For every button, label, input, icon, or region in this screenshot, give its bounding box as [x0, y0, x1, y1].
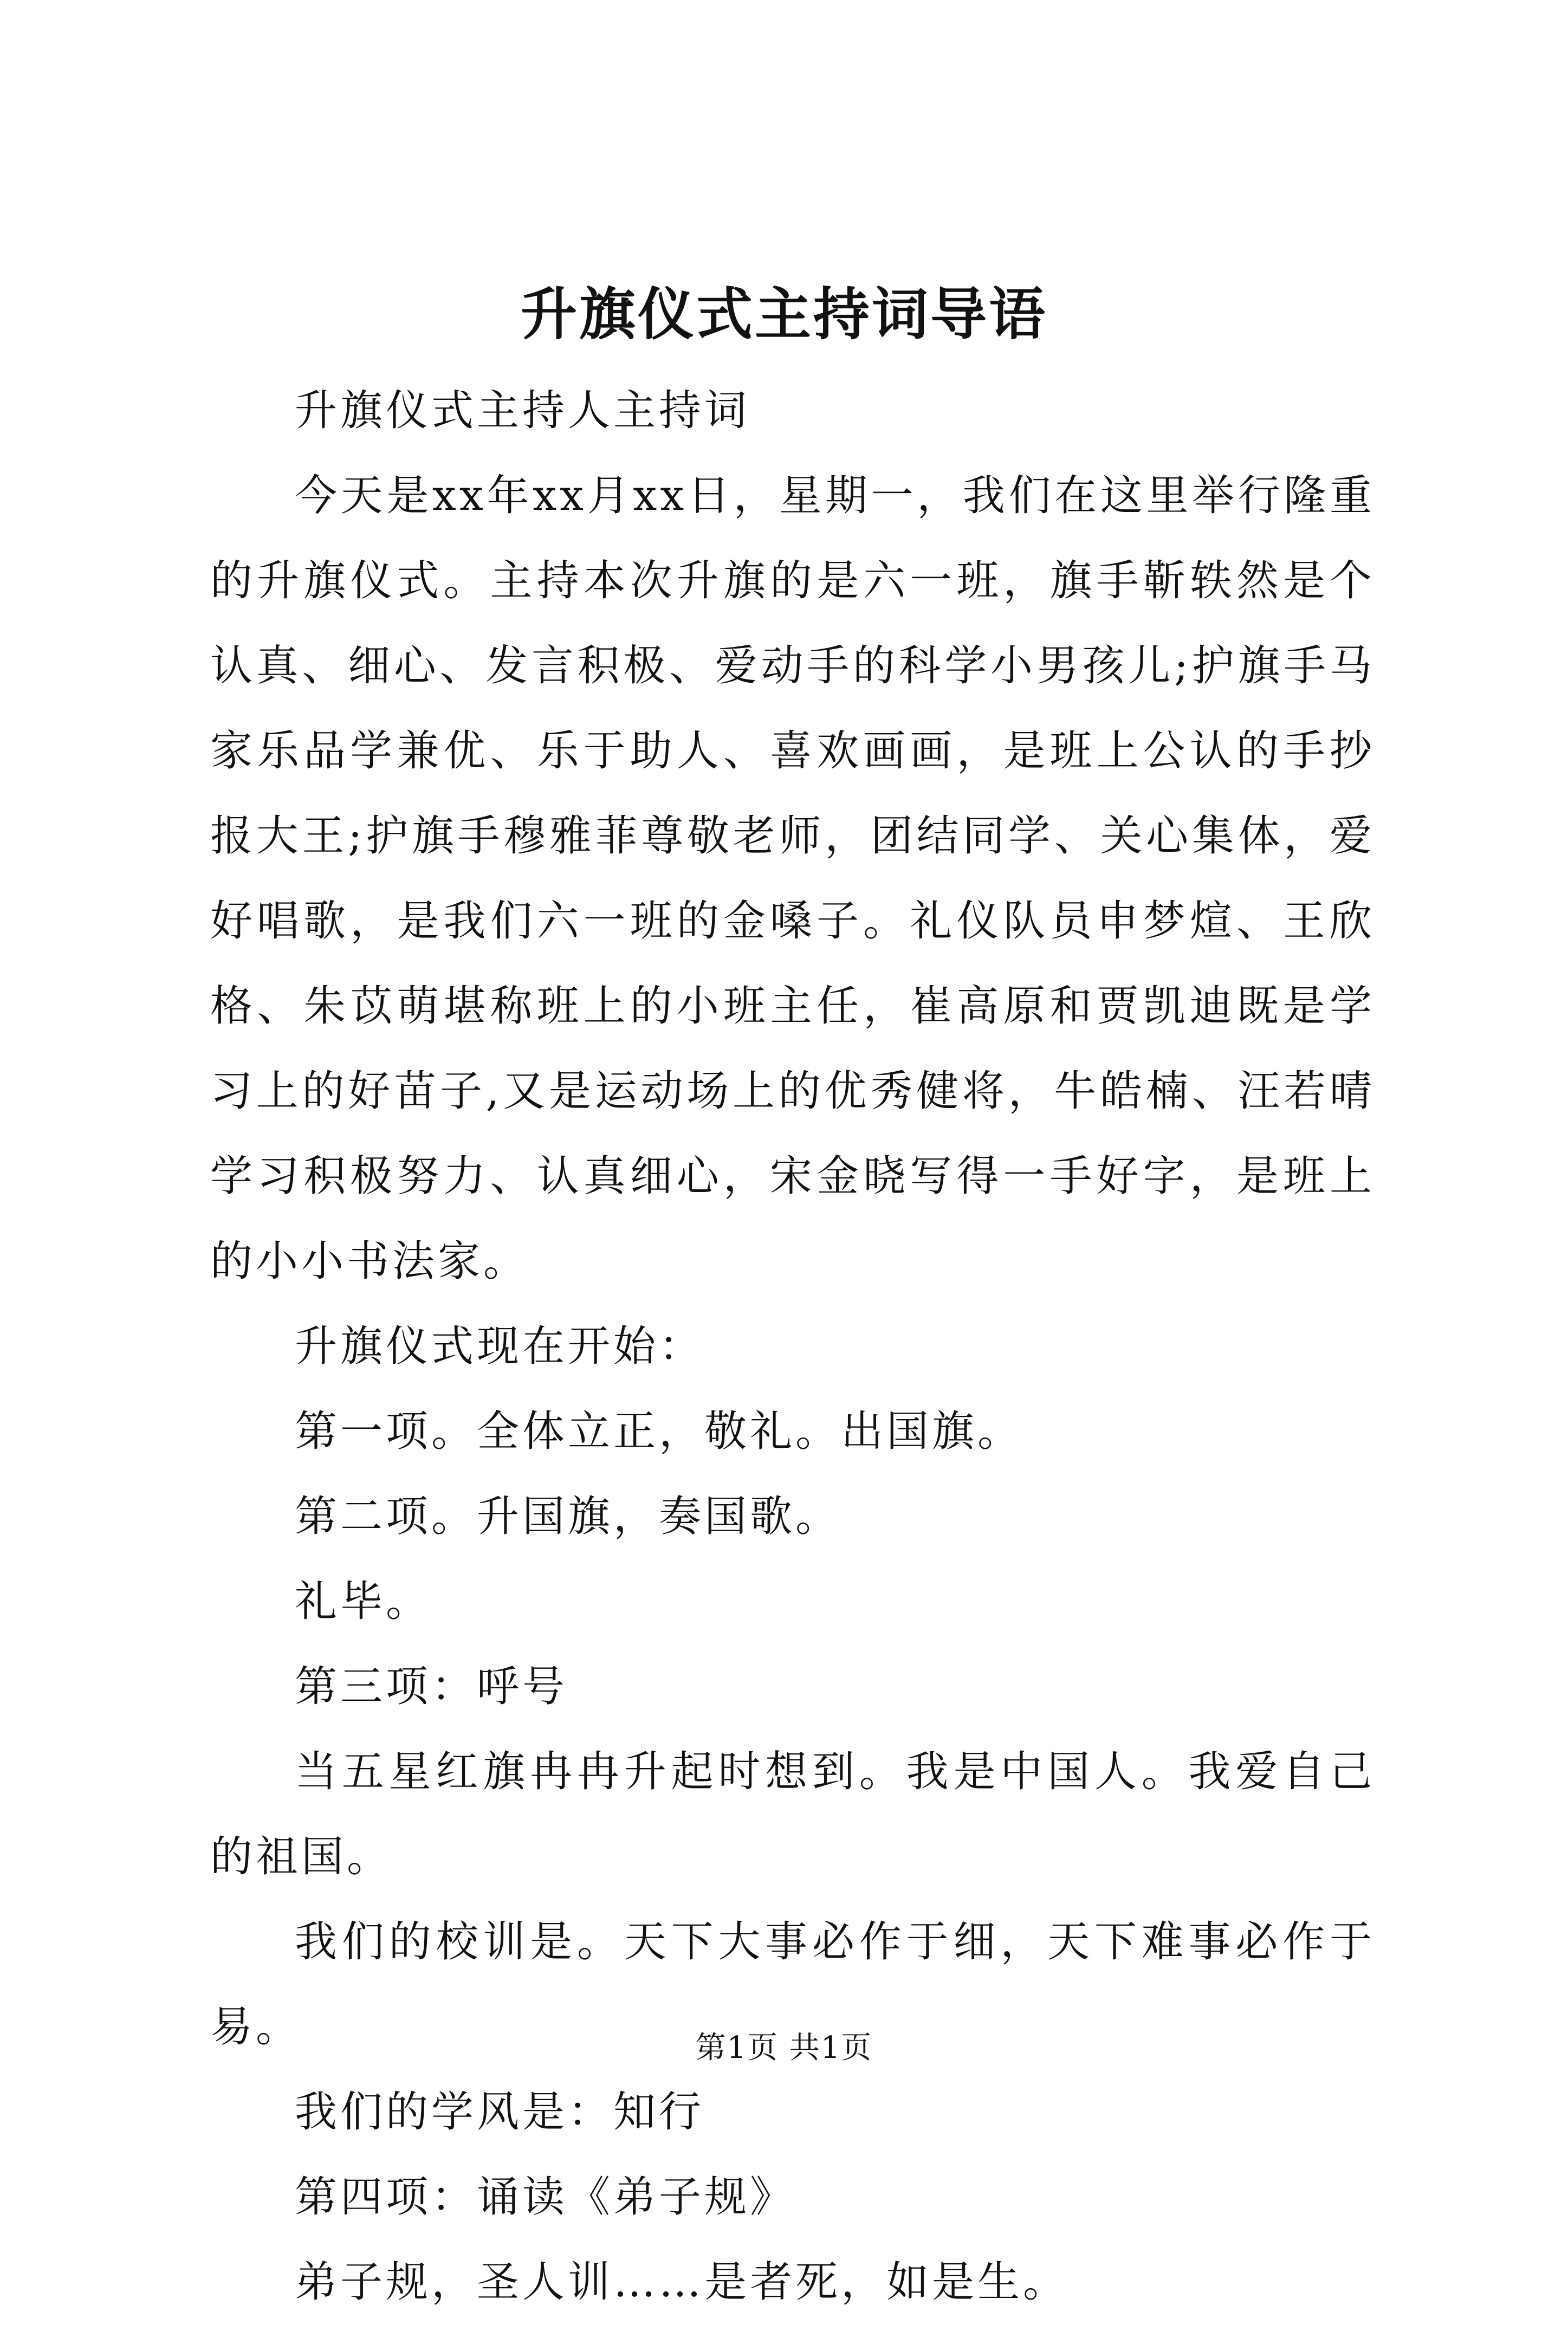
paragraph-slogan-one: 当五星红旗冉冉升起时想到。我是中国人。我爱自己的祖国。 [210, 1747, 1375, 1881]
paragraph-salute-end: 礼毕。 [295, 1577, 432, 1626]
paragraph-recitation: 弟子规，圣人训……是者死，如是生。 [295, 2258, 1069, 2307]
document-title: 升旗仪式主持词导语 [520, 281, 1047, 347]
paragraph-item-two: 第二项。升国旗，奏国歌。 [295, 1492, 841, 1541]
paragraph-item-four: 第四项：诵读《弟子规》 [295, 2173, 796, 2222]
paragraph-study-style: 我们的学风是：知行 [295, 2088, 705, 2136]
paragraph-item-three: 第三项：呼号 [295, 1662, 568, 1711]
paragraph-school-motto: 我们的校训是。天下大事必作于细，天下难事必作于易。 [210, 1918, 1375, 2051]
page-footer: 第1页 共1页 [695, 2030, 873, 2065]
paragraph-introduction: 今天是xx年xx月xx日，星期一，我们在这里举行隆重的升旗仪式。主持本次升旗的是六一班，旗手靳轶然是个认真、细心、发言积极、爱动手的科学小男孩儿;护旗手马家乐品学兼优、乐于助人、喜欢画画，是班上公认的手抄报大王;护旗手穆雅菲尊敬老师，团结同学、关心集体，爱好唱歌，是我们六一班的金嗓子。礼仪队员申梦煊、王欣格、朱苡萌堪称班上的小班主任，崔高原和贾凯迪既是学习上的好苗子,又是运动场上的优秀健将，牛皓楠、汪若晴学习积极努力、认真细心，宋金晓写得一手好字，是班上的小小书法家。 [210, 471, 1375, 1286]
paragraph-subtitle: 升旗仪式主持人主持词 [295, 386, 750, 435]
paragraph-ceremony-start: 升旗仪式现在开始： [295, 1322, 705, 1371]
paragraph-item-one: 第一项。全体立正，敬礼。出国旗。 [295, 1407, 1023, 1456]
